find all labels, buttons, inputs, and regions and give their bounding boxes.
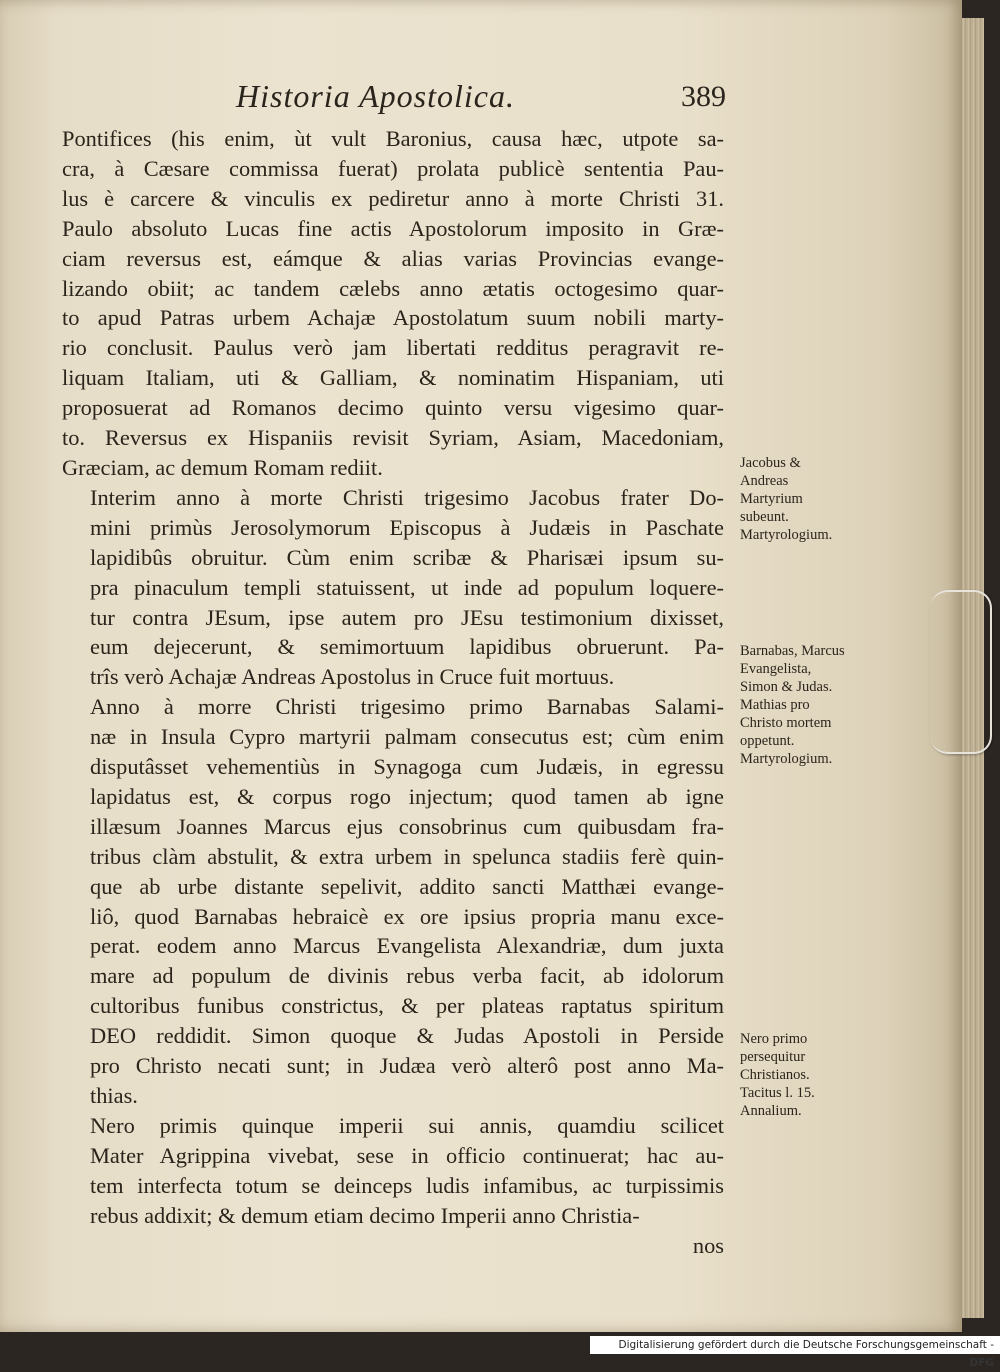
footer-credit-text: Digitalisierung gefördert durch die Deutsche Forschungsgemeinschaft - [618,1339,994,1351]
text-line: DEO reddidit. Simon quoque & Judas Apostoli in Perside [90,1023,724,1049]
text-line: Interim anno à morte Christi trigesimo Jacobus frater Do- [90,484,724,510]
text-line: næ in Insula Cypro martyrii palmam consecutus est; cùm enim [90,724,724,750]
text-line: Nero primis quinque imperii sui annis, quamdiu scilicet [90,1112,724,1138]
text-line: proposuerat ad Romanos decimo quinto versu vigesimo quar- [62,395,724,421]
text-line: Paulo absoluto Lucas fine actis Apostolorum imposito in Græ- [62,215,724,241]
text-line: trîs verò Achajæ Andreas Apostolus in Cruce fuit mortuus. [90,664,615,690]
text-line: ciam reversus est, eámque & alias varias Provincias evange- [62,245,724,271]
catchword: nos [692,1232,724,1258]
text-line: mini primùs Jerosolymorum Episcopus à Judæis in Paschate [90,514,724,540]
paper-clip [930,590,992,754]
text-line: Græciam, ac demum Romam rediit. [62,454,383,480]
margin-note-barnabas-marcus: Barnabas, Marcus Evangelista, Simon & Judas. Mathias pro Christo mortem oppetunt. Martyrologium. [740,643,845,767]
text-line: eum dejecerunt, & semimortuum lapidibus obruerunt. Pa- [90,634,724,660]
text-line: lizando obiit; ac tandem cælebs anno ætatis octogesimo quar- [62,275,724,301]
text-line: to. Reversus ex Hispaniis revisit Syriam, Asiam, Macedoniam, [62,425,724,451]
text-line: illæsum Joannes Marcus ejus consobrinus cum quibusdam fra- [90,813,724,839]
text-line: lapidatus est, & corpus rogo injectum; quod tamen ab igne [90,783,724,809]
text-line: disputâsset vehementiùs in Synagoga cum Judæis, in egressu [90,754,724,780]
text-line: rebus addixit; & demum etiam decimo Imperii anno Christia- [90,1202,640,1228]
text-line: lapidibûs obruitur. Cùm enim scribæ & Pharisæi ipsum su- [90,544,724,570]
margin-note-jacobus-andreas: Jacobus & Andreas Martyrium subeunt. Martyrologium. [740,455,833,543]
running-title: Historia Apostolica. [236,78,515,114]
text-line: mare ad populum de divinis rebus verba facit, ab idolorum [90,963,724,989]
paragraph-3 [62,692,724,1111]
body-text [62,124,724,1260]
text-line: Anno à morre Christi trigesimo primo Barnabas Salami- [90,694,724,720]
text-line: tribus clàm abstulit, & extra urbem in spelunca stadiis ferè quin- [90,843,724,869]
text-line: cra, à Cæsare commissa fuerat) prolata publicè sententia Pau- [62,155,724,181]
paragraph-1 [62,124,724,483]
text-line: pro Christo necati sunt; in Judæa verò alterô post anno Ma- [90,1053,724,1079]
text-line: liquam Italiam, uti & Galliam, & nominatim Hispaniam, uti [62,365,724,391]
footer-credit [590,1336,1000,1369]
text-line: rio conclusit. Paulus verò jam libertati redditus peragravit re- [62,335,724,361]
text-line: lus è carcere & vinculis ex pediretur anno à morte Christi 31. [62,185,724,211]
paragraph-4 [62,1111,724,1231]
page-number: 389 [681,80,726,113]
page-header [236,78,726,122]
margin-note-nero: Nero primo persequitur Christianos. Tacitus l. 15. Annalium. [740,1031,815,1119]
text-line: Mater Agrippina vivebat, sese in officio continuerat; hac au- [90,1142,724,1168]
text-line: to apud Patras urbem Achajæ Apostolatum suum nobili marty- [62,305,724,331]
text-line: liô, quod Barnabas hebraicè ex ore ipsius propria manu exce- [90,903,724,929]
text-line: que ab urbe distante sepelivit, addito sancti Matthæi evange- [90,873,724,899]
paragraph-2 [62,483,724,692]
text-line: perat. eodem anno Marcus Evangelista Alexandriæ, dum juxta [90,933,724,959]
text-line: tem interfecta totum se deinceps ludis infamibus, ac turpissimis [90,1172,724,1198]
dfg-logo: DFG [969,1357,994,1369]
text-line: Pontifices (his enim, ùt vult Baronius, causa hæc, utpote sa- [62,126,724,151]
text-line: pra pinaculum templi statuissent, ut inde ad populum loquere- [90,574,724,600]
text-line: tur contra JEsum, ipse autem pro JEsu testimonium dixisset, [90,604,724,630]
text-line: thias. [90,1083,138,1108]
text-line: cultoribus funibus constrictus, & per plateas raptatus spiritum [90,993,724,1019]
